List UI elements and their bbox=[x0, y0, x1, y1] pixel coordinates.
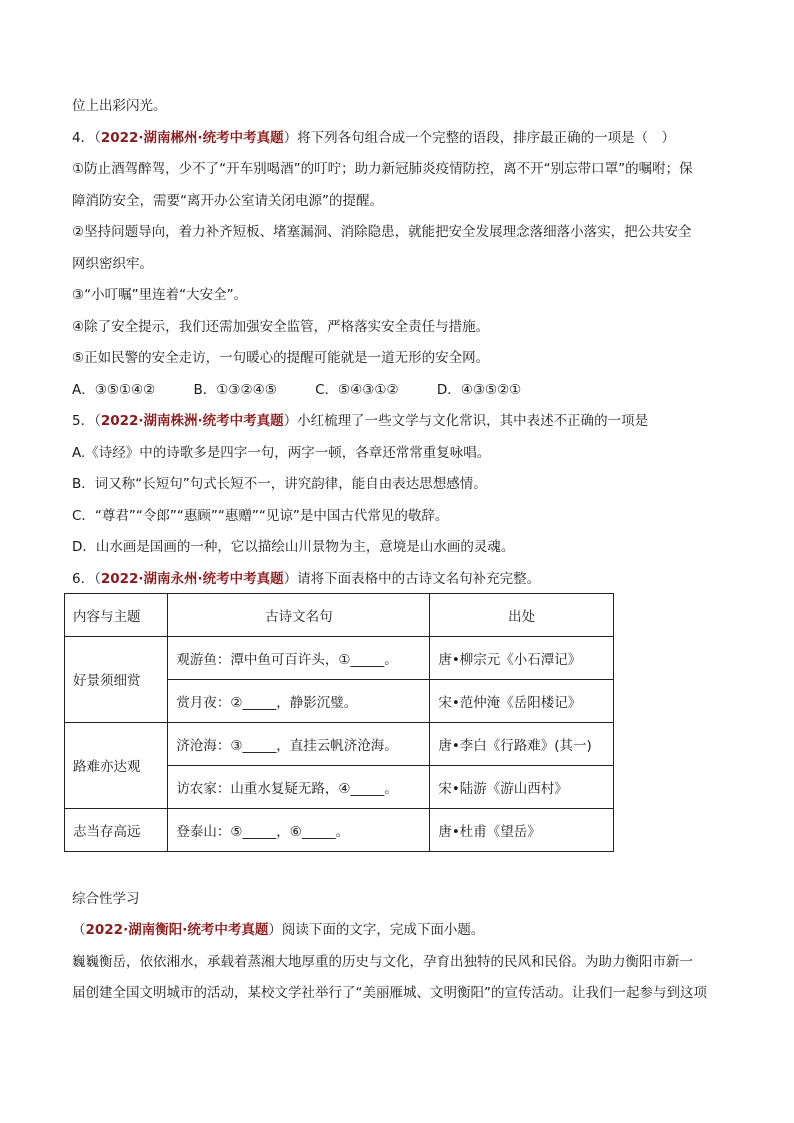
source-cell: 宋•陆游《游山西村》 bbox=[430, 765, 614, 808]
q4-option-d: D．④③⑤②① bbox=[436, 381, 522, 398]
q4-sentence-4: ④除了安全提示，我们还需加强安全监管，严格落实安全责任与措施。 bbox=[72, 318, 490, 335]
header-source: 出处 bbox=[430, 593, 614, 636]
source-cell: 宋•范仲淹《岳阳楼记》 bbox=[430, 679, 614, 722]
q5-stem-text: ）小红梳理了一些文学与文化常识，其中表述不正确的一项是 bbox=[283, 413, 649, 429]
table-row bbox=[65, 636, 614, 679]
q6-number: 6．（ bbox=[72, 570, 101, 587]
theme-cell: 志当存高远 bbox=[65, 808, 168, 851]
theme-cell: 路难亦达观 bbox=[65, 722, 168, 808]
q5-option-c: C．“尊君”“令郎”“惠顾”“惠赠”“见谅”是中国古代常见的敬辞。 bbox=[72, 507, 449, 524]
q5-stem bbox=[72, 411, 722, 431]
q6-stem bbox=[72, 569, 722, 589]
intro-line: 位上出彩闪光。 bbox=[72, 98, 167, 114]
section-source: 2022·湖南衡阳·统考中考真题 bbox=[85, 922, 269, 938]
q4-option-b: B．①③②④⑤ bbox=[193, 381, 277, 398]
section-source-line bbox=[72, 920, 722, 940]
q4-stem bbox=[72, 128, 722, 148]
section-paragraph-2: 届创建全国文明城市的活动，某校文学社举行了“美丽雁城、文明衡阳”的宣传活动。让我们一起参与到这项 bbox=[72, 985, 707, 1001]
q4-sentence-3: ③“小叮嘱”里连着“大安全”。 bbox=[72, 287, 248, 303]
q5-source: 2022·湖南株洲·统考中考真题 bbox=[100, 413, 284, 429]
q4-sentence-1a: ①防止酒驾醉驾，少不了“开车别喝酒”的叮咛；助力新冠肺炎疫情防控，离不开“别忘带口罩”的嘱咐；保 bbox=[72, 161, 693, 177]
q4-sentence-1b: 障消防安全，需要“离开办公室请关闭电源”的提醒。 bbox=[72, 192, 383, 209]
header-verse: 古诗文名句 bbox=[168, 593, 430, 636]
verse-cell: 济沧海：③_____，直挂云帆济沧海。 bbox=[168, 722, 430, 765]
theme-cell: 好景须细赏 bbox=[65, 636, 168, 722]
table-header-row bbox=[65, 593, 614, 636]
section-title: 综合性学习 bbox=[72, 890, 140, 907]
table-row bbox=[65, 808, 614, 851]
q4-options bbox=[72, 380, 722, 400]
source-cell: 唐•柳宗元《小石潭记》 bbox=[430, 636, 614, 679]
source-cell: 唐•杜甫《望岳》 bbox=[430, 808, 614, 851]
header-theme: 内容与主题 bbox=[65, 593, 168, 636]
verse-cell: 登泰山：⑤_____，⑥_____。 bbox=[168, 808, 430, 851]
q5-option-a: A.《诗经》中的诗歌多是四字一句，两字一顿，各章还常常重复咏唱。 bbox=[72, 444, 491, 461]
q4-sentence-5: ⑤正如民警的安全走访，一句暖心的提醒可能就是一道无形的安全网。 bbox=[72, 350, 490, 366]
section-source-open: （ bbox=[72, 922, 86, 938]
q4-number: 4．（ bbox=[72, 129, 101, 146]
poem-table bbox=[64, 593, 614, 852]
q4-stem-text: ）将下列各句组合成一个完整的语段，排序最正确的一项是（ ） bbox=[283, 129, 676, 146]
q4-option-c: C．⑤④③①② bbox=[315, 381, 399, 398]
q4-sentence-2a: ②坚持问题导向，着力补齐短板、堵塞漏洞、消除隐患，就能把安全发展理念落细落小落实，把公共安全 bbox=[72, 224, 692, 240]
verse-cell: 赏月夜：②_____，静影沉璧。 bbox=[168, 679, 430, 722]
verse-cell: 观游鱼：潭中鱼可百许头，①_____。 bbox=[168, 636, 430, 679]
q5-option-b: B．词又称“长短句”句式长短不一，讲究韵律，能自由表达思想感情。 bbox=[72, 476, 487, 492]
table-row bbox=[65, 722, 614, 765]
verse-cell: 访农家：山重水复疑无路，④_____。 bbox=[168, 765, 430, 808]
section-paragraph-1: 巍巍衡岳，依依湘水，承载着蒸湘大地厚重的历史与文化，孕育出独特的民风和民俗。为助力衡阳市新一 bbox=[72, 953, 693, 970]
document-page bbox=[72, 96, 722, 1015]
source-cell: 唐•李白《行路难》(其一) bbox=[430, 722, 614, 765]
section-source-close: ）阅读下面的文字，完成下面小题。 bbox=[268, 922, 485, 938]
q4-option-a: A．③⑤①④② bbox=[72, 381, 156, 398]
q4-source: 2022·湖南郴州·统考中考真题 bbox=[100, 129, 284, 146]
q6-source: 2022·湖南永州·统考中考真题 bbox=[100, 570, 284, 587]
q5-option-d: D．山水画是国画的一种，它以描绘山川景物为主，意境是山水画的灵魂。 bbox=[72, 539, 515, 555]
q6-stem-text: ）请将下面表格中的古诗文名句补充完整。 bbox=[283, 570, 541, 587]
q5-number: 5．（ bbox=[72, 413, 101, 429]
q4-sentence-2b: 网织密织牢。 bbox=[72, 255, 153, 272]
